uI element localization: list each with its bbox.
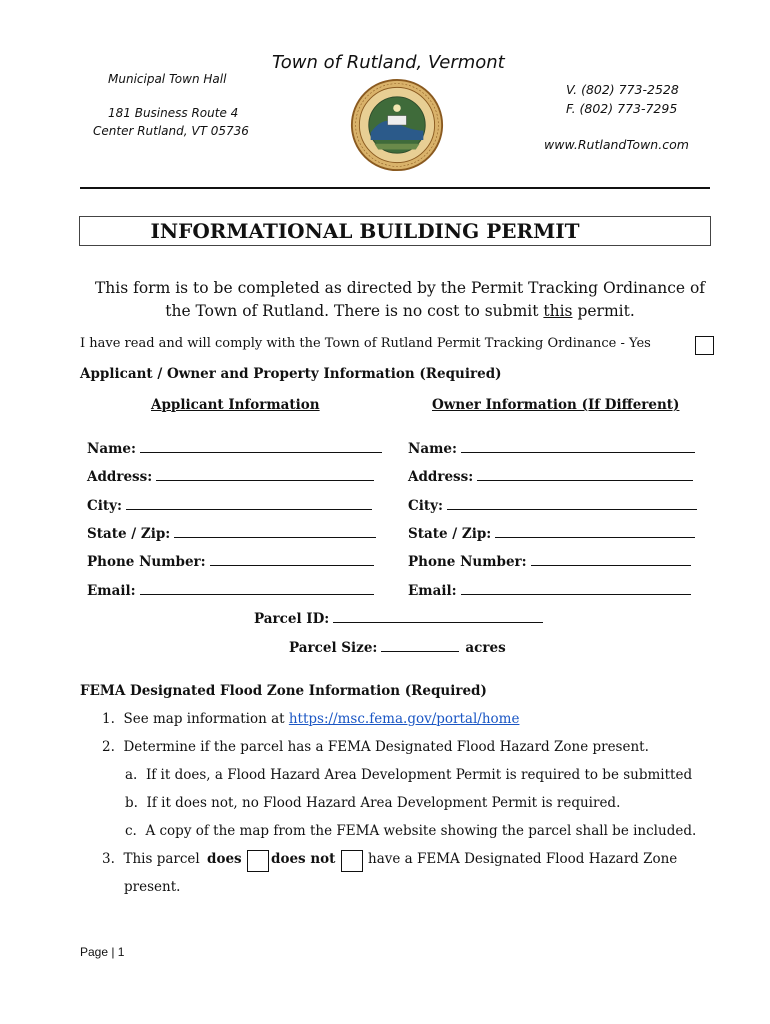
- fema-step-1: 1. See map information at https://msc.fema.gov/portal/home: [102, 711, 520, 727]
- applicant-state-zip-field[interactable]: State / Zip:: [87, 526, 376, 542]
- fema-map-link[interactable]: https://msc.fema.gov/portal/home: [288, 711, 520, 727]
- compliance-yes-checkbox[interactable]: [695, 336, 714, 355]
- applicant-name-field[interactable]: Name:: [87, 441, 382, 457]
- flood-does-not-checkbox[interactable]: [341, 850, 363, 872]
- applicant-email-field[interactable]: Email:: [87, 583, 374, 599]
- fema-step-2a: a. If it does, a Flood Hazard Area Development Permit is required to be submitted: [125, 767, 693, 783]
- fema-step-3-rest: have a FEMA Designated Flood Hazard Zone: [368, 851, 678, 867]
- applicant-phone-field[interactable]: Phone Number:: [87, 554, 374, 570]
- fax-number: F. (802) 773-7295: [566, 101, 678, 116]
- fema-step-3-end: present.: [124, 879, 181, 895]
- address-line1: 181 Business Route 4: [108, 106, 239, 120]
- applicant-city-field[interactable]: City:: [87, 498, 372, 514]
- intro-line1: This form is to be completed as directed by the Permit Tracking Ordinance of: [94, 279, 706, 297]
- applicant-column-heading: Applicant Information: [151, 397, 320, 413]
- fema-step-3: 3. This parcel: [102, 851, 200, 867]
- town-hall-label: Municipal Town Hall: [108, 72, 227, 86]
- phone-number: V. (802) 773-2528: [566, 82, 679, 97]
- owner-phone-field[interactable]: Phone Number:: [408, 554, 691, 570]
- fema-section-heading: FEMA Designated Flood Zone Information (Required): [80, 683, 487, 699]
- town-title: Town of Rutland, Vermont: [272, 52, 505, 73]
- applicant-section-heading: Applicant / Owner and Property Information (Required): [80, 366, 502, 382]
- fema-step-2b: b. If it does not, no Flood Hazard Area Development Permit is required.: [125, 795, 621, 811]
- flood-does-not-label: does not: [271, 851, 336, 867]
- owner-city-field[interactable]: City:: [408, 498, 697, 514]
- applicant-address-field[interactable]: Address:: [87, 469, 374, 485]
- owner-name-field[interactable]: Name:: [408, 441, 695, 457]
- town-seal-logo: [350, 78, 444, 172]
- parcel-size-field[interactable]: Parcel Size: acres: [289, 640, 506, 656]
- form-title: INFORMATIONAL BUILDING PERMIT: [150, 219, 580, 243]
- fema-step-2: 2. Determine if the parcel has a FEMA Designated Flood Hazard Zone present.: [102, 739, 649, 755]
- owner-address-field[interactable]: Address:: [408, 469, 693, 485]
- address-line2: Center Rutland, VT 05736: [93, 124, 249, 138]
- page-number: Page | 1: [80, 945, 125, 959]
- header-divider: [80, 187, 710, 189]
- owner-email-field[interactable]: Email:: [408, 583, 691, 599]
- intro-paragraph: [70, 277, 730, 323]
- flood-does-label: does: [207, 851, 242, 867]
- fema-step-2c: c. A copy of the map from the FEMA website showing the parcel shall be included.: [125, 823, 697, 839]
- owner-column-heading: Owner Information (If Different): [432, 397, 680, 413]
- parcel-id-field[interactable]: Parcel ID:: [254, 611, 543, 627]
- flood-does-checkbox[interactable]: [247, 850, 269, 872]
- owner-state-zip-field[interactable]: State / Zip:: [408, 526, 695, 542]
- compliance-statement: I have read and will comply with the Town of Rutland Permit Tracking Ordinance - Yes: [80, 336, 651, 351]
- intro-line2: the Town of Rutland. There is no cost to submit this permit.: [165, 302, 635, 320]
- website: www.RutlandTown.com: [544, 137, 689, 152]
- form-title-box: [79, 216, 711, 246]
